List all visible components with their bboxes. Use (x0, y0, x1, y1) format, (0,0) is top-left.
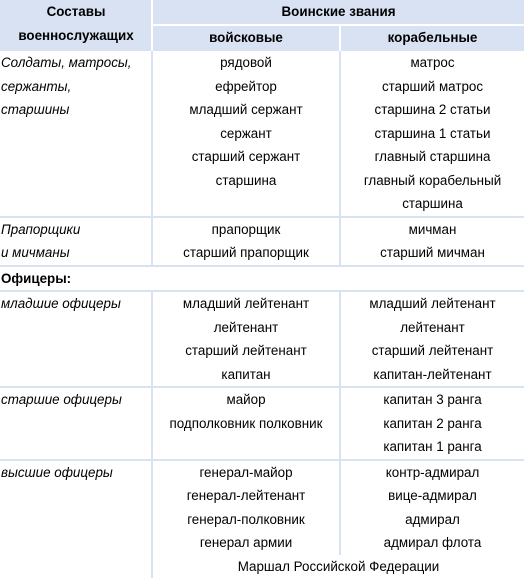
rank-item: старший лейтенант (341, 339, 524, 363)
rank-item: рядовой (153, 51, 339, 75)
row-soldiers (0, 50, 524, 217)
rank-item: младший лейтенант (153, 292, 339, 316)
warrant-navy (340, 217, 524, 266)
row-warrant (0, 217, 524, 266)
header-army-text: войсковые (153, 26, 339, 50)
rank-item: капитан 3 ранга (341, 388, 524, 412)
junior-navy (340, 291, 524, 387)
rank-item: генерал армии (153, 531, 339, 555)
header-ranks (152, 0, 524, 25)
marshal-rank: Маршал Российской Федерации (153, 555, 524, 578)
rank-item: старший прапорщик (153, 241, 339, 265)
label-line: сержанты, (1, 75, 151, 99)
junior-label (0, 291, 152, 387)
rank-item: генерал-майор (153, 461, 339, 485)
rank-item: старший сержант (153, 145, 339, 169)
senior-label (0, 387, 152, 460)
rank-item: прапорщик (153, 218, 339, 242)
header-ranks-text: Воинские звания (153, 0, 524, 24)
header-composition-line: Составы (1, 0, 151, 24)
top-army (152, 460, 340, 555)
header-composition (0, 0, 152, 50)
rank-item: контр-адмирал (341, 461, 524, 485)
rank-item: капитан 2 ранга (341, 412, 524, 436)
rank-item: матрос (341, 51, 524, 75)
rank-item: адмирал (341, 508, 524, 532)
rank-item: капитан 1 ранга (341, 435, 524, 459)
rank-item: адмирал флота (341, 531, 524, 555)
rank-item: старшина 2 статьи (341, 98, 524, 122)
rank-item: старшина (153, 169, 339, 193)
label-line: и мичманы (1, 241, 151, 265)
rank-item: главный корабельный (341, 169, 524, 193)
top-navy (340, 460, 524, 555)
rank-item: старший мичман (341, 241, 524, 265)
soldiers-army (152, 50, 340, 217)
senior-army (152, 387, 340, 460)
marshal-cell (152, 555, 524, 578)
rank-item: старшина (341, 192, 524, 216)
soldiers-label (0, 50, 152, 217)
row-officers-title (0, 266, 524, 292)
rank-item: вице-адмирал (341, 484, 524, 508)
label-line: младшие офицеры (1, 292, 151, 316)
header-navy-text: корабельные (341, 26, 524, 50)
rank-item: капитан (153, 363, 339, 387)
officers-title-text: Офицеры: (1, 267, 524, 291)
row-top-officers (0, 460, 524, 555)
top-label (0, 460, 152, 578)
label-line: высшие офицеры (1, 461, 151, 485)
label-line: старшие офицеры (1, 388, 151, 412)
officers-title (0, 266, 524, 292)
rank-item: ефрейтор (153, 75, 339, 99)
rank-item: старший матрос (341, 75, 524, 99)
rank-item: лейтенант (341, 316, 524, 340)
row-junior-officers (0, 291, 524, 387)
rank-item: старшина 1 статьи (341, 122, 524, 146)
rank-item: генерал-полковник (153, 508, 339, 532)
header-composition-line: военнослужащих (1, 24, 151, 48)
table-header (0, 0, 524, 25)
warrant-label (0, 217, 152, 266)
rank-item: генерал-лейтенант (153, 484, 339, 508)
label-line: старшины (1, 98, 151, 122)
junior-army (152, 291, 340, 387)
header-navy (340, 25, 524, 51)
label-line: Солдаты, матросы, (1, 51, 151, 75)
rank-item: младший сержант (153, 98, 339, 122)
rank-item: капитан-лейтенант (341, 363, 524, 387)
label-line: Прапорщики (1, 218, 151, 242)
rank-item: сержант (153, 122, 339, 146)
rank-item: старший лейтенант (153, 339, 339, 363)
senior-navy (340, 387, 524, 460)
rank-item: подполковник полковник (153, 412, 339, 436)
header-army (152, 25, 340, 51)
warrant-army (152, 217, 340, 266)
rank-item: главный старшина (341, 145, 524, 169)
row-senior-officers (0, 387, 524, 460)
soldiers-navy (340, 50, 524, 217)
rank-item: младший лейтенант (341, 292, 524, 316)
rank-item: майор (153, 388, 339, 412)
rank-item: мичман (341, 218, 524, 242)
rank-item: лейтенант (153, 316, 339, 340)
